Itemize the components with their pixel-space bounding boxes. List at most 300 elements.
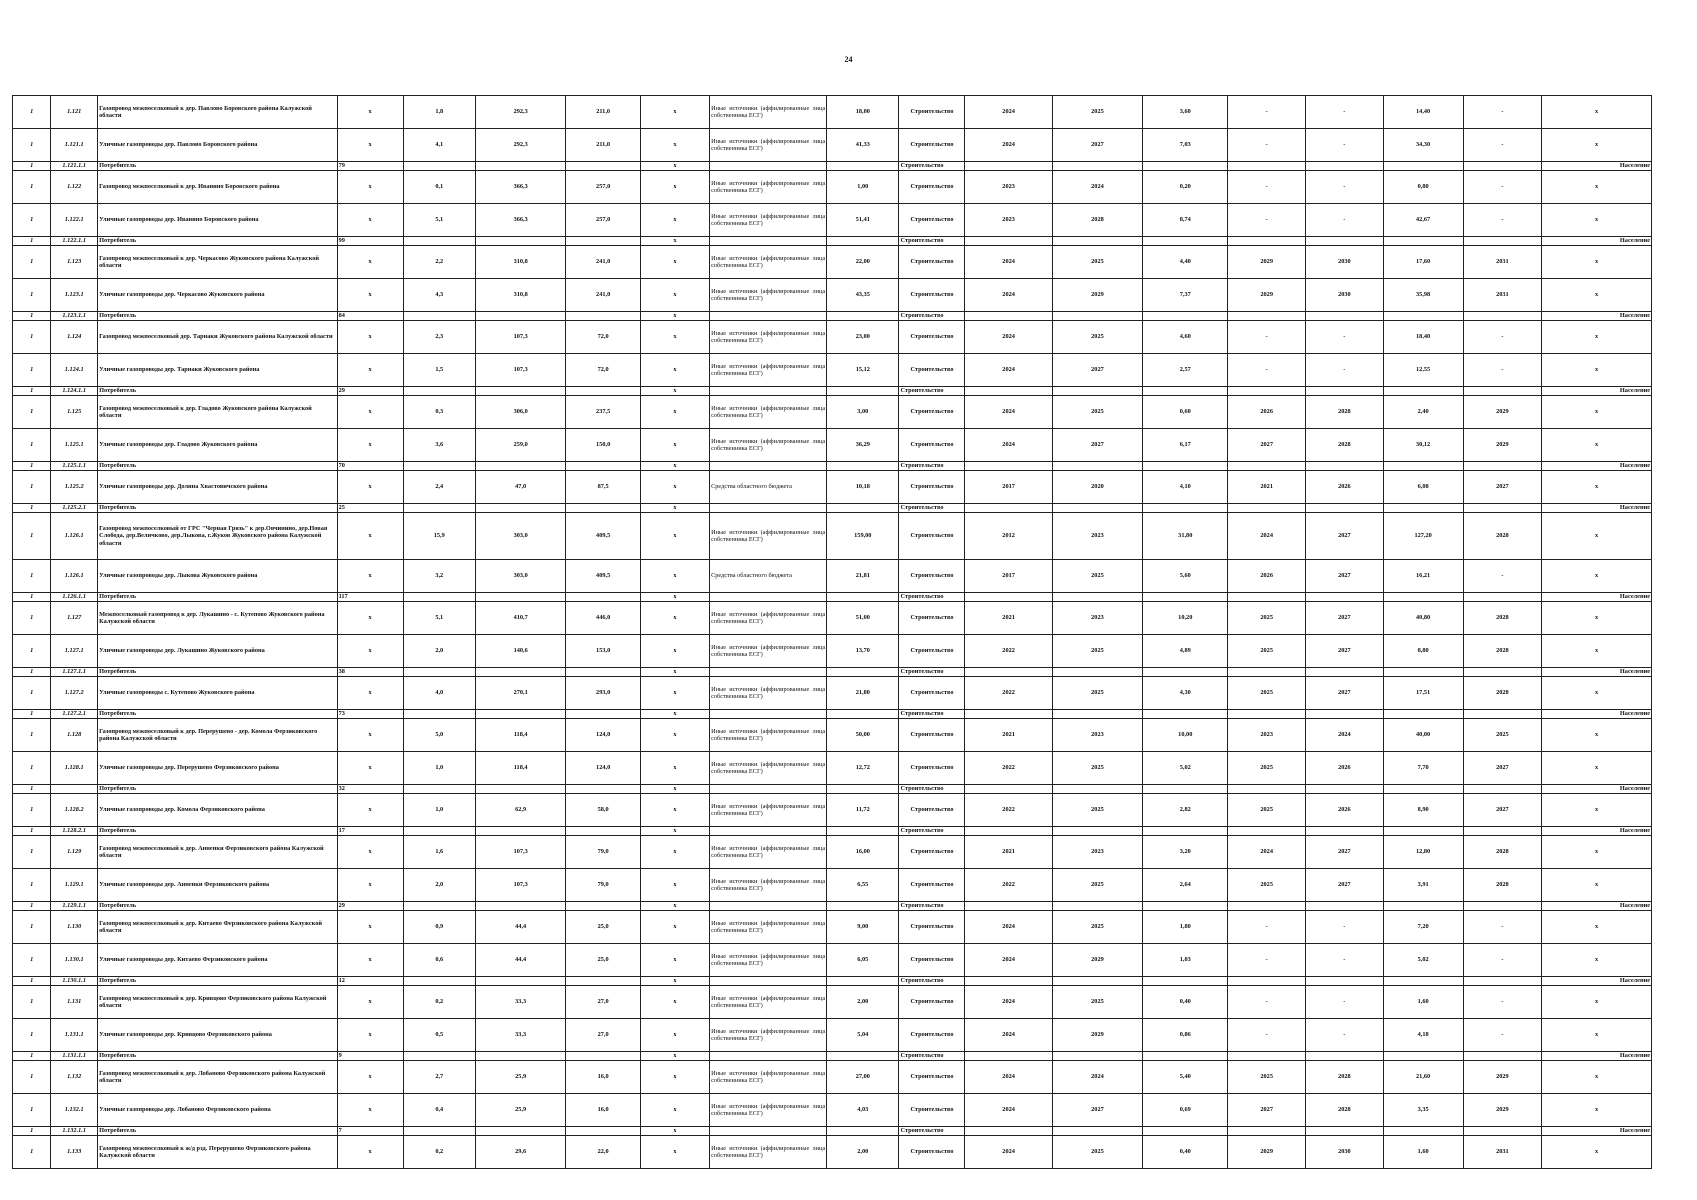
col-length-or-consumers: x — [337, 246, 403, 279]
col-cost: 41,33 — [827, 129, 899, 162]
col-stage2-start: - — [1228, 204, 1306, 237]
col-end-year: 2029 — [1052, 1019, 1142, 1052]
col-work-type: Строительство — [899, 710, 965, 719]
col-pressure: x — [640, 1019, 709, 1052]
col-stage2-end: 2028 — [1306, 396, 1384, 429]
col-work-type: Строительство — [899, 471, 965, 504]
col-gas-volume: 310,8 — [475, 246, 565, 279]
col-length-or-consumers: x — [337, 836, 403, 869]
col-pressure: x — [640, 1052, 709, 1061]
col-stage1-cost — [1143, 710, 1228, 719]
col-stage2-cost — [1383, 593, 1463, 602]
pipeline-row — [13, 794, 1652, 827]
col-stage2-end: - — [1306, 171, 1384, 204]
col-code: 1.122 — [51, 171, 98, 204]
col-stage1-cost: 10,00 — [1143, 719, 1228, 752]
col-funding-source: Иные источники (аффилированные лица собственника ЕСГ) — [710, 513, 827, 560]
col-funding-source — [710, 237, 827, 246]
col-work-type: Строительство — [899, 794, 965, 827]
col-commission-year: - — [1463, 560, 1542, 593]
col-pressure: x — [640, 869, 709, 902]
col-funding-source: Иные источники (аффилированные лица собственника ЕСГ) — [710, 171, 827, 204]
col-level: 1 — [13, 429, 51, 462]
col-consumer-category: x — [1542, 396, 1652, 429]
col-length-km: 2,2 — [403, 246, 475, 279]
pipeline-row — [13, 602, 1652, 635]
col-consumer-category: x — [1542, 635, 1652, 668]
col-start-year: 2024 — [965, 1061, 1052, 1094]
col-work-type: Строительство — [899, 785, 965, 794]
col-gas-demand: 27,0 — [566, 1019, 641, 1052]
col-stage2-cost: 34,30 — [1383, 129, 1463, 162]
col-stage2-start: - — [1228, 171, 1306, 204]
col-object-name: Потребитель — [98, 710, 337, 719]
pipeline-row — [13, 204, 1652, 237]
col-gas-volume — [475, 504, 565, 513]
col-level: 1 — [13, 977, 51, 986]
col-end-year — [1052, 1127, 1142, 1136]
col-stage2-cost — [1383, 1052, 1463, 1061]
col-stage2-start — [1228, 902, 1306, 911]
col-level: 1 — [13, 504, 51, 513]
col-consumer-category: x — [1542, 1094, 1652, 1127]
col-length-or-consumers: x — [337, 911, 403, 944]
col-length-km — [403, 162, 475, 171]
col-gas-demand: 241,0 — [566, 279, 641, 312]
col-commission-year: - — [1463, 171, 1542, 204]
col-work-type: Строительство — [899, 237, 965, 246]
col-funding-source: Иные источники (аффилированные лица собственника ЕСГ) — [710, 719, 827, 752]
col-cost — [827, 827, 899, 836]
col-pressure: x — [640, 602, 709, 635]
col-object-name: Потребитель — [98, 162, 337, 171]
col-length-km: 2,4 — [403, 471, 475, 504]
col-start-year: 2021 — [965, 836, 1052, 869]
col-end-year — [1052, 462, 1142, 471]
col-start-year — [965, 977, 1052, 986]
col-cost: 2,00 — [827, 1136, 899, 1169]
col-stage2-start: 2029 — [1228, 246, 1306, 279]
col-pressure: x — [640, 246, 709, 279]
col-gas-demand — [566, 162, 641, 171]
col-length-or-consumers: x — [337, 471, 403, 504]
col-cost: 51,00 — [827, 602, 899, 635]
col-pressure: x — [640, 204, 709, 237]
pipeline-row — [13, 1019, 1652, 1052]
col-cost — [827, 237, 899, 246]
col-length-km: 2,0 — [403, 635, 475, 668]
pipeline-row — [13, 1094, 1652, 1127]
col-commission-year: 2029 — [1463, 429, 1542, 462]
col-code: 1.125.1.1 — [51, 462, 98, 471]
col-pressure: x — [640, 977, 709, 986]
col-consumer-category: x — [1542, 944, 1652, 977]
col-code: 1.123 — [51, 246, 98, 279]
col-length-km: 5,0 — [403, 719, 475, 752]
col-stage1-cost: 3,20 — [1143, 836, 1228, 869]
col-work-type: Строительство — [899, 1061, 965, 1094]
col-gas-demand — [566, 1052, 641, 1061]
col-cost: 22,00 — [827, 246, 899, 279]
col-pressure: x — [640, 668, 709, 677]
col-cost: 159,00 — [827, 513, 899, 560]
col-stage2-end — [1306, 237, 1384, 246]
col-gas-demand: 293,0 — [566, 677, 641, 710]
col-consumer-category: x — [1542, 1019, 1652, 1052]
col-funding-source: Иные источники (аффилированные лица собственника ЕСГ) — [710, 1061, 827, 1094]
col-level: 1 — [13, 471, 51, 504]
col-gas-demand — [566, 785, 641, 794]
col-commission-year: 2028 — [1463, 635, 1542, 668]
col-cost — [827, 710, 899, 719]
col-code: 1.123.1.1 — [51, 312, 98, 321]
col-level: 1 — [13, 785, 51, 794]
col-pressure: x — [640, 560, 709, 593]
col-stage2-end — [1306, 827, 1384, 836]
col-stage1-cost: 0,60 — [1143, 396, 1228, 429]
pipeline-row — [13, 836, 1652, 869]
col-length-km — [403, 312, 475, 321]
col-end-year: 2027 — [1052, 354, 1142, 387]
col-stage1-cost: 6,17 — [1143, 429, 1228, 462]
col-length-or-consumers: x — [337, 513, 403, 560]
col-object-name: Потребитель — [98, 237, 337, 246]
col-start-year — [965, 827, 1052, 836]
col-commission-year: - — [1463, 986, 1542, 1019]
col-commission-year — [1463, 237, 1542, 246]
col-end-year — [1052, 977, 1142, 986]
col-level: 1 — [13, 827, 51, 836]
col-commission-year: 2028 — [1463, 602, 1542, 635]
col-object-name: Уличные газопроводы дер. Лукашино Жуковского района — [98, 635, 337, 668]
col-pressure: x — [640, 902, 709, 911]
col-stage2-end: 2028 — [1306, 1094, 1384, 1127]
col-stage1-cost — [1143, 668, 1228, 677]
col-stage2-end: 2027 — [1306, 635, 1384, 668]
col-length-km — [403, 237, 475, 246]
col-consumer-category: x — [1542, 869, 1652, 902]
col-code: 1.121.1.1 — [51, 162, 98, 171]
col-funding-source — [710, 593, 827, 602]
col-cost: 4,03 — [827, 1094, 899, 1127]
col-stage1-cost: 4,89 — [1143, 635, 1228, 668]
col-gas-volume — [475, 785, 565, 794]
col-length-or-consumers: x — [337, 1019, 403, 1052]
col-code: 1.128.1 — [51, 752, 98, 785]
col-gas-demand — [566, 237, 641, 246]
col-object-name: Уличные газопроводы дер. Иванино Боровского района — [98, 204, 337, 237]
col-length-km: 2,7 — [403, 1061, 475, 1094]
col-gas-demand — [566, 462, 641, 471]
col-funding-source: Иные источники (аффилированные лица собственника ЕСГ) — [710, 635, 827, 668]
col-cost: 2,00 — [827, 986, 899, 1019]
col-stage2-start: 2029 — [1228, 1136, 1306, 1169]
col-level: 1 — [13, 462, 51, 471]
col-stage2-start: - — [1228, 1019, 1306, 1052]
col-consumer-category: x — [1542, 129, 1652, 162]
col-level: 1 — [13, 635, 51, 668]
col-work-type: Строительство — [899, 677, 965, 710]
col-stage2-end: - — [1306, 321, 1384, 354]
col-stage2-cost: 5,02 — [1383, 944, 1463, 977]
col-stage2-start: - — [1228, 129, 1306, 162]
col-length-or-consumers: x — [337, 204, 403, 237]
col-code: 1.122.1 — [51, 204, 98, 237]
col-start-year: 2024 — [965, 354, 1052, 387]
col-funding-source: Иные источники (аффилированные лица собственника ЕСГ) — [710, 836, 827, 869]
col-stage2-end: 2030 — [1306, 246, 1384, 279]
col-consumer-category: x — [1542, 279, 1652, 312]
pipeline-row — [13, 246, 1652, 279]
col-funding-source — [710, 312, 827, 321]
col-consumer-category: Население — [1542, 593, 1652, 602]
col-end-year — [1052, 710, 1142, 719]
col-commission-year — [1463, 462, 1542, 471]
col-length-or-consumers: 32 — [337, 785, 403, 794]
col-stage1-cost: 7,37 — [1143, 279, 1228, 312]
col-consumer-category: x — [1542, 1136, 1652, 1169]
col-consumer-category: Население — [1542, 1127, 1652, 1136]
col-object-name: Потребитель — [98, 785, 337, 794]
col-start-year: 2024 — [965, 1094, 1052, 1127]
col-gas-demand — [566, 827, 641, 836]
col-start-year: 2024 — [965, 246, 1052, 279]
col-cost: 27,00 — [827, 1061, 899, 1094]
col-gas-volume — [475, 237, 565, 246]
col-work-type: Строительство — [899, 429, 965, 462]
col-gas-volume: 366,3 — [475, 204, 565, 237]
col-object-name: Газопровод межпоселковый к ж/д рзд. Перерушево Ферзиковского района Калужской области — [98, 1136, 337, 1169]
col-stage2-start: 2029 — [1228, 279, 1306, 312]
col-pressure: x — [640, 752, 709, 785]
col-pressure: x — [640, 237, 709, 246]
col-stage2-cost: 18,40 — [1383, 321, 1463, 354]
col-pressure: x — [640, 471, 709, 504]
col-end-year: 2025 — [1052, 752, 1142, 785]
col-code — [51, 785, 98, 794]
col-consumer-category: x — [1542, 794, 1652, 827]
col-commission-year — [1463, 504, 1542, 513]
col-gas-demand: 22,0 — [566, 1136, 641, 1169]
col-length-or-consumers: x — [337, 171, 403, 204]
col-length-km: 5,1 — [403, 602, 475, 635]
col-work-type: Строительство — [899, 977, 965, 986]
col-end-year: 2027 — [1052, 129, 1142, 162]
col-work-type: Строительство — [899, 560, 965, 593]
col-stage2-end — [1306, 710, 1384, 719]
col-object-name: Потребитель — [98, 312, 337, 321]
col-gas-demand: 211,0 — [566, 96, 641, 129]
col-stage2-start: 2025 — [1228, 1061, 1306, 1094]
pipeline-row — [13, 1136, 1652, 1169]
col-end-year: 2025 — [1052, 986, 1142, 1019]
col-code: 1.126.1.1 — [51, 593, 98, 602]
col-pressure: x — [640, 462, 709, 471]
col-commission-year: 2029 — [1463, 1094, 1542, 1127]
col-length-or-consumers: x — [337, 944, 403, 977]
col-work-type: Строительство — [899, 321, 965, 354]
col-object-name: Газопровод межпоселковый к дер. Лобаново Ферзиковского района Калужской области — [98, 1061, 337, 1094]
col-start-year: 2023 — [965, 204, 1052, 237]
col-code: 1.128.2 — [51, 794, 98, 827]
pipeline-row — [13, 321, 1652, 354]
col-pressure: x — [640, 593, 709, 602]
col-level: 1 — [13, 513, 51, 560]
col-start-year: 2024 — [965, 429, 1052, 462]
col-stage1-cost — [1143, 902, 1228, 911]
col-gas-volume: 62,9 — [475, 794, 565, 827]
col-length-or-consumers: 117 — [337, 593, 403, 602]
col-gas-demand: 241,0 — [566, 246, 641, 279]
col-stage1-cost: 4,30 — [1143, 677, 1228, 710]
col-stage2-start — [1228, 785, 1306, 794]
gas-pipeline-table — [12, 95, 1652, 1169]
col-stage1-cost: 2,82 — [1143, 794, 1228, 827]
col-stage2-cost: 12,80 — [1383, 836, 1463, 869]
pipeline-row — [13, 354, 1652, 387]
col-funding-source — [710, 785, 827, 794]
col-start-year: 2024 — [965, 279, 1052, 312]
col-length-km: 4,1 — [403, 129, 475, 162]
col-funding-source: Иные источники (аффилированные лица собственника ЕСГ) — [710, 1094, 827, 1127]
col-work-type: Строительство — [899, 312, 965, 321]
col-end-year: 2025 — [1052, 560, 1142, 593]
col-level: 1 — [13, 1061, 51, 1094]
col-funding-source: Иные источники (аффилированные лица собственника ЕСГ) — [710, 1136, 827, 1169]
col-stage1-cost: 0,40 — [1143, 986, 1228, 1019]
col-start-year — [965, 1052, 1052, 1061]
col-level: 1 — [13, 1127, 51, 1136]
col-length-or-consumers: 17 — [337, 827, 403, 836]
col-pressure: x — [640, 635, 709, 668]
col-stage2-start: - — [1228, 911, 1306, 944]
col-end-year: 2023 — [1052, 719, 1142, 752]
col-gas-demand: 27,0 — [566, 986, 641, 1019]
col-stage1-cost — [1143, 462, 1228, 471]
col-gas-volume — [475, 827, 565, 836]
col-gas-volume: 47,0 — [475, 471, 565, 504]
col-gas-volume: 44,4 — [475, 944, 565, 977]
col-stage2-cost: 3,91 — [1383, 869, 1463, 902]
col-cost: 5,04 — [827, 1019, 899, 1052]
col-funding-source — [710, 902, 827, 911]
col-gas-volume: 303,0 — [475, 560, 565, 593]
col-funding-source: Средства областного бюджета — [710, 560, 827, 593]
col-stage1-cost: 0,20 — [1143, 171, 1228, 204]
col-end-year: 2025 — [1052, 396, 1142, 429]
col-stage2-end: 2027 — [1306, 836, 1384, 869]
col-end-year: 2023 — [1052, 513, 1142, 560]
col-stage2-start — [1228, 1127, 1306, 1136]
col-stage2-start: - — [1228, 321, 1306, 354]
col-gas-demand: 446,0 — [566, 602, 641, 635]
col-work-type: Строительство — [899, 902, 965, 911]
col-level: 1 — [13, 869, 51, 902]
col-funding-source: Иные источники (аффилированные лица собственника ЕСГ) — [710, 96, 827, 129]
pipeline-row — [13, 944, 1652, 977]
col-length-km: 4,0 — [403, 677, 475, 710]
col-length-km: 1,0 — [403, 752, 475, 785]
col-commission-year: 2029 — [1463, 396, 1542, 429]
col-stage1-cost — [1143, 593, 1228, 602]
col-stage2-start — [1228, 504, 1306, 513]
col-stage1-cost — [1143, 1052, 1228, 1061]
col-level: 1 — [13, 719, 51, 752]
col-level: 1 — [13, 129, 51, 162]
col-object-name: Уличные газопроводы дер. Лыкова Жуковского района — [98, 560, 337, 593]
col-cost: 9,00 — [827, 911, 899, 944]
pipeline-row — [13, 560, 1652, 593]
col-code: 1.123.1 — [51, 279, 98, 312]
col-work-type: Строительство — [899, 944, 965, 977]
col-stage1-cost: 0,86 — [1143, 1019, 1228, 1052]
pipeline-row — [13, 471, 1652, 504]
col-level: 1 — [13, 387, 51, 396]
col-funding-source: Иные источники (аффилированные лица собственника ЕСГ) — [710, 396, 827, 429]
col-stage2-start: 2027 — [1228, 1094, 1306, 1127]
col-length-km: 0,5 — [403, 1019, 475, 1052]
table-body — [13, 96, 1652, 1169]
col-stage2-cost: 7,70 — [1383, 752, 1463, 785]
col-gas-demand: 79,0 — [566, 836, 641, 869]
col-gas-demand: 124,0 — [566, 752, 641, 785]
col-work-type: Строительство — [899, 387, 965, 396]
col-stage2-cost: 2,40 — [1383, 396, 1463, 429]
col-start-year — [965, 504, 1052, 513]
col-consumer-category: x — [1542, 602, 1652, 635]
col-object-name: Уличные газопроводы дер. Комола Ферзиковского района — [98, 794, 337, 827]
col-gas-volume: 107,3 — [475, 836, 565, 869]
col-gas-volume: 140,6 — [475, 635, 565, 668]
col-stage2-end — [1306, 162, 1384, 171]
col-stage2-end: 2027 — [1306, 513, 1384, 560]
col-stage2-start — [1228, 387, 1306, 396]
col-end-year — [1052, 312, 1142, 321]
col-object-name: Потребитель — [98, 977, 337, 986]
col-work-type: Строительство — [899, 204, 965, 237]
col-funding-source: Иные источники (аффилированные лица собственника ЕСГ) — [710, 246, 827, 279]
col-cost: 51,41 — [827, 204, 899, 237]
col-object-name: Уличные газопроводы дер. Кривцово Ферзиковского района — [98, 1019, 337, 1052]
col-gas-volume — [475, 902, 565, 911]
col-stage2-end — [1306, 312, 1384, 321]
col-end-year — [1052, 785, 1142, 794]
col-length-or-consumers: x — [337, 1061, 403, 1094]
col-object-name: Потребитель — [98, 462, 337, 471]
col-gas-volume — [475, 162, 565, 171]
pipeline-row — [13, 171, 1652, 204]
col-stage2-start — [1228, 312, 1306, 321]
col-cost: 6,55 — [827, 869, 899, 902]
col-gas-volume — [475, 462, 565, 471]
col-cost: 16,00 — [827, 836, 899, 869]
col-gas-demand — [566, 312, 641, 321]
col-work-type: Строительство — [899, 279, 965, 312]
col-gas-demand — [566, 387, 641, 396]
col-stage2-end — [1306, 902, 1384, 911]
col-commission-year — [1463, 902, 1542, 911]
col-stage1-cost: 8,74 — [1143, 204, 1228, 237]
col-commission-year — [1463, 162, 1542, 171]
col-pressure: x — [640, 911, 709, 944]
col-end-year: 2025 — [1052, 246, 1142, 279]
col-gas-volume: 107,3 — [475, 321, 565, 354]
col-length-or-consumers: x — [337, 1094, 403, 1127]
col-level: 1 — [13, 237, 51, 246]
col-stage2-cost: 6,08 — [1383, 471, 1463, 504]
col-consumer-category: x — [1542, 354, 1652, 387]
col-cost — [827, 902, 899, 911]
